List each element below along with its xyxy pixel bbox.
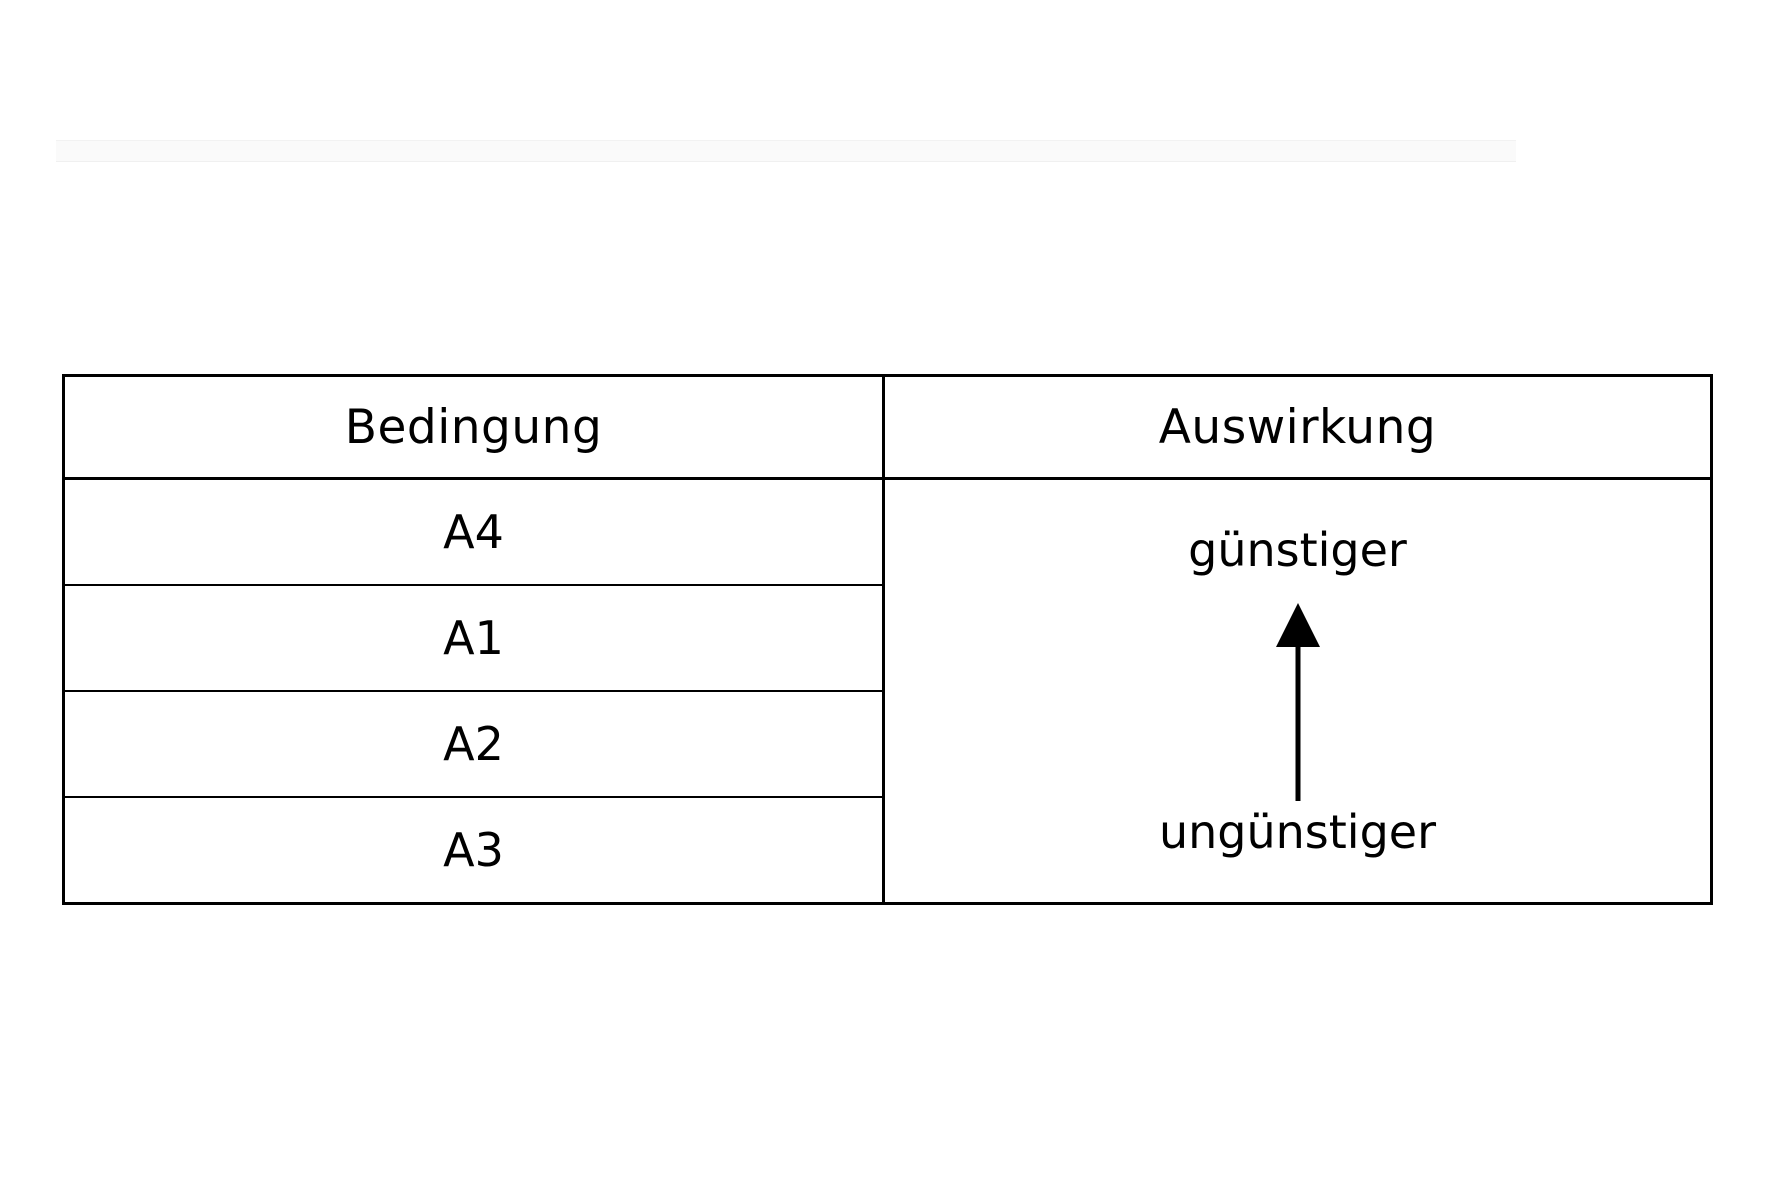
effect-cell	[884, 479, 1712, 904]
condition-effect-figure	[62, 374, 1710, 877]
effect-label-unfavorable: ungünstiger	[1158, 805, 1436, 859]
condition-effect-table	[62, 374, 1713, 905]
effect-label-favorable: günstiger	[1188, 523, 1407, 577]
table-row	[64, 479, 1712, 586]
effect-scale	[885, 483, 1710, 899]
column-header-effect: Auswirkung	[884, 376, 1712, 479]
page-top-band	[56, 140, 1516, 162]
condition-cell-3: A2	[64, 691, 884, 797]
arrow-up-icon	[1268, 601, 1328, 801]
column-header-condition: Bedingung	[64, 376, 884, 479]
condition-cell-2: A1	[64, 585, 884, 691]
condition-cell-1: A4	[64, 479, 884, 586]
condition-cell-4: A3	[64, 797, 884, 904]
table-header-row	[64, 376, 1712, 479]
